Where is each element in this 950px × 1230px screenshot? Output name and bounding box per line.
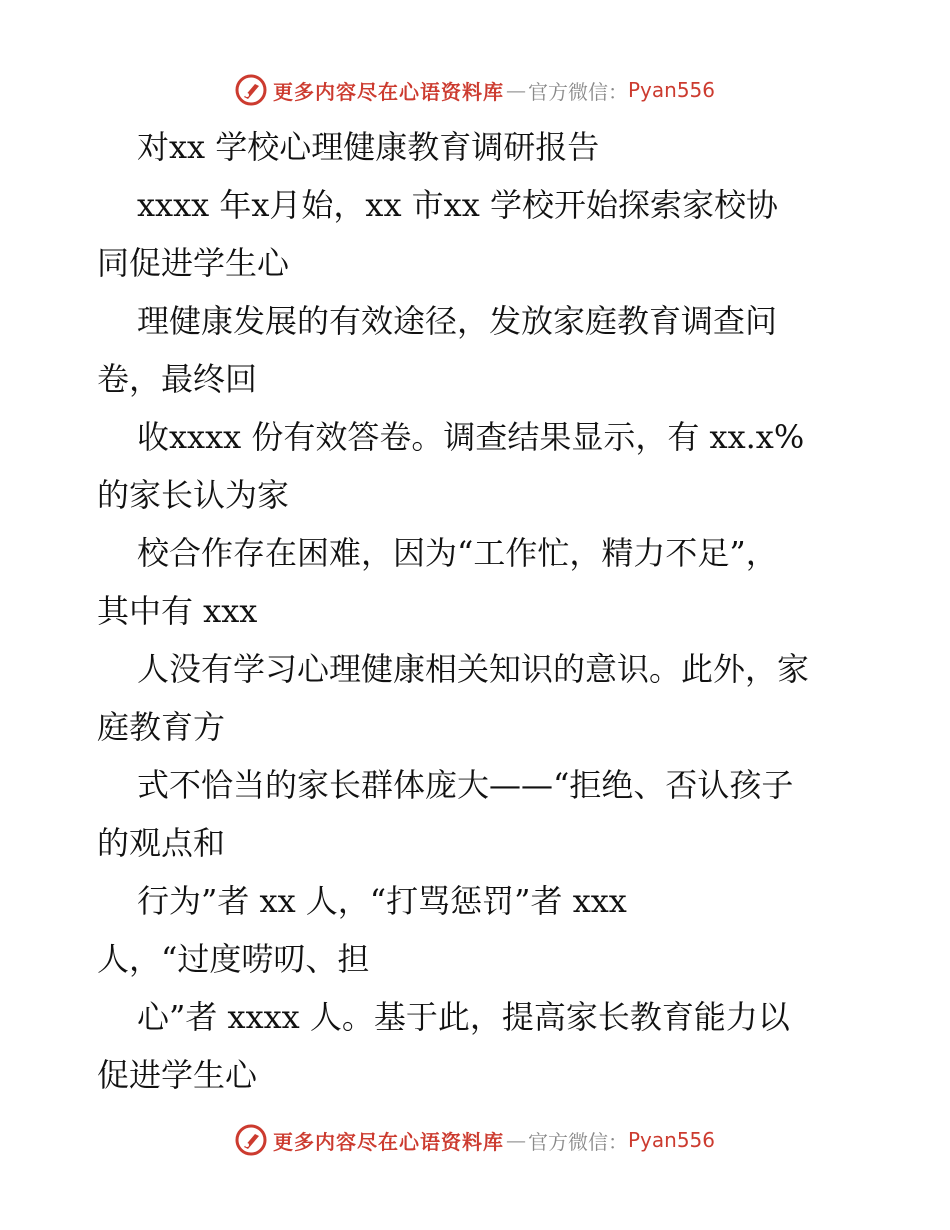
official-wechat-label: 官方微信： xyxy=(527,79,628,104)
text-line: 校合作存在困难，因为“工作忙，精力不足”， xyxy=(137,534,778,572)
site-name: 更多内容尽在心语资料库 xyxy=(272,79,504,104)
separator-dash: — xyxy=(505,1128,526,1152)
text-line: 其中有 xxx xyxy=(97,592,258,630)
fountain-pen-logo-icon xyxy=(235,74,267,106)
text-line: 行为”者 xx 人，“打骂惩罚”者 xxx xyxy=(137,882,627,920)
site-name: 更多内容尽在心语资料库 xyxy=(272,1129,504,1154)
text-line: 同促进学生心 xyxy=(97,244,290,282)
text-line: 理健康发展的有效途径，发放家庭教育调查问 xyxy=(137,302,778,340)
text-line: 式不恰当的家长群体庞大——“拒绝、否认孩子 xyxy=(137,766,794,804)
text-line: xxxx 年x月始，xx 市xx 学校开始探索家校协 xyxy=(137,186,778,224)
text-line: 的观点和 xyxy=(97,824,226,862)
text-line: 卷，最终回 xyxy=(97,360,258,398)
text-line: 促进学生心 xyxy=(97,1056,258,1094)
wechat-account: Pyan556 xyxy=(627,1128,715,1152)
document-body xyxy=(97,118,857,1104)
document-title: 对xx 学校心理健康教育调研报告 xyxy=(137,128,600,166)
text-line: 的家长认为家 xyxy=(97,476,290,514)
wechat-account: Pyan556 xyxy=(627,78,715,102)
separator-dash: — xyxy=(505,78,526,102)
text-line: 人，“过度唠叨、担 xyxy=(97,940,370,978)
official-wechat-label: 官方微信： xyxy=(527,1129,628,1154)
text-line: 人没有学习心理健康相关知识的意识。此外，家 xyxy=(137,650,810,688)
text-line: 收xxxx 份有效答卷。调查结果显示，有 xx.x% xyxy=(137,418,805,456)
text-line: 庭教育方 xyxy=(97,708,226,746)
header-banner xyxy=(0,70,950,110)
footer-banner xyxy=(0,1120,950,1160)
fountain-pen-logo-icon xyxy=(235,1124,267,1156)
text-line: 心”者 xxxx 人。基于此，提高家长教育能力以 xyxy=(137,998,790,1036)
